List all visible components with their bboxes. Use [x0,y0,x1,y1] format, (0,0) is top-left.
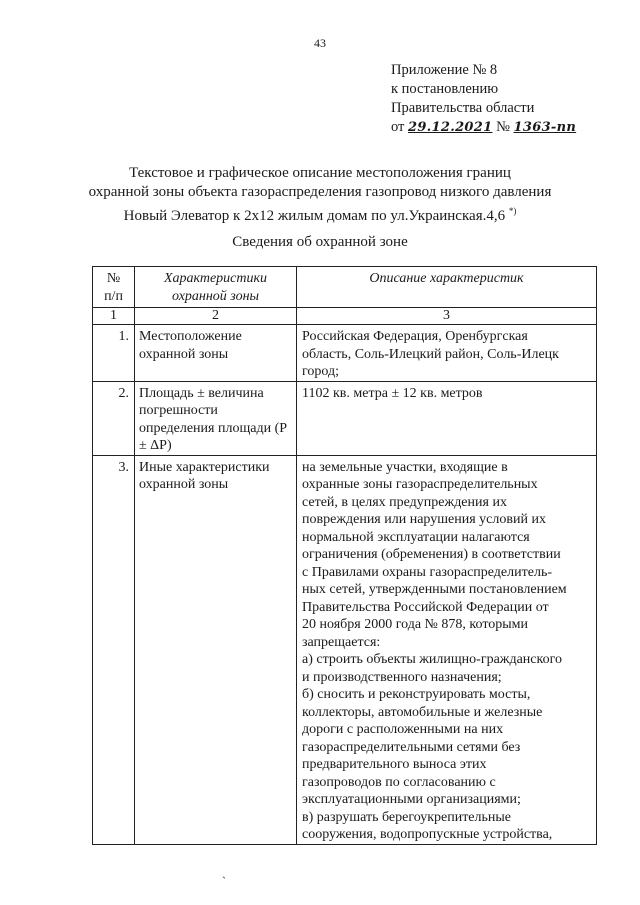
table-header-row [93,267,597,308]
header-number: № п/п [93,267,135,308]
appendix-date-line [391,118,576,137]
bottom-mark: ` [222,874,226,888]
title-line-1: Текстовое и графическое описание местоположения границ [129,165,511,181]
header-description: Описание характеристик [297,267,597,308]
table-numbering-row [93,308,597,325]
row-characteristic: Площадь ± величина погрешности определения площади (P ± ΔP) [135,381,297,455]
appendix-header [391,61,576,137]
row-characteristic: Иные характеристики охранной зоны [135,455,297,844]
row-characteristic: Местоположение охранной зоны [135,325,297,382]
appendix-title: Приложение № 8 [391,62,498,78]
row-number: 2. [93,381,135,455]
appendix-resolution: к постановлению [391,81,499,97]
col-number-3: 3 [297,308,597,325]
row-description: 1102 кв. метра ± 12 кв. метров [297,381,597,455]
title-line-3 [0,202,640,226]
header-characteristics: Характеристики охранной зоны [135,267,297,308]
handwritten-number: 1363-пп [513,120,577,135]
row-description: на земельные участки, входящие в охранные зоны газораспределительных сетей, в целях предупреждения их повреждения или нарушения условий их нормальной эксплуатации налагаются ограничения (обременения) в соответствии с Правилами охраны газораспределитель- ных сетей, утвержденными постановлением Правительства Российской Федерации от 20 ноября 2000 года № 878, которыми запрещается: а) строить объекты жилищно-гражданского и производственного назначения; б) сносить и реконструировать мосты, коллекторы, автомобильные и железные дороги с расположенными на них газораспределительными сетями без предварительного выноса этих газопроводов по согласованию с эксплуатационными организациями; в) разрушать берегоукрепительные сооружения, водопропускные устройства, [297,455,597,844]
title-line-2: охранной зоны объекта газораспределения газопровод низкого давления [88,184,552,200]
number-prefix: № [496,119,510,135]
footnote-mark: *) [508,206,517,216]
row-number: 3. [93,455,135,844]
document-title [0,164,640,226]
table-row [93,381,597,455]
table-row [93,455,597,844]
section-subtitle: Сведения об охранной зоне [232,234,408,250]
page-number: 43 [314,36,326,50]
title-line-3-text: Новый Элеватор к 2х12 жилым домам по ул.Украинская.4,6 [123,208,506,224]
appendix-government: Правительства области [391,100,535,116]
col-number-2: 2 [135,308,297,325]
zone-table [92,266,597,845]
date-prefix: от [391,119,405,135]
row-number: 1. [93,325,135,382]
handwritten-date: 29.12.2021 [408,120,493,135]
row-description: Российская Федерация, Оренбургская область, Соль-Илецкий район, Соль-Илецк город; [297,325,597,382]
table-row [93,325,597,382]
col-number-1: 1 [93,308,135,325]
